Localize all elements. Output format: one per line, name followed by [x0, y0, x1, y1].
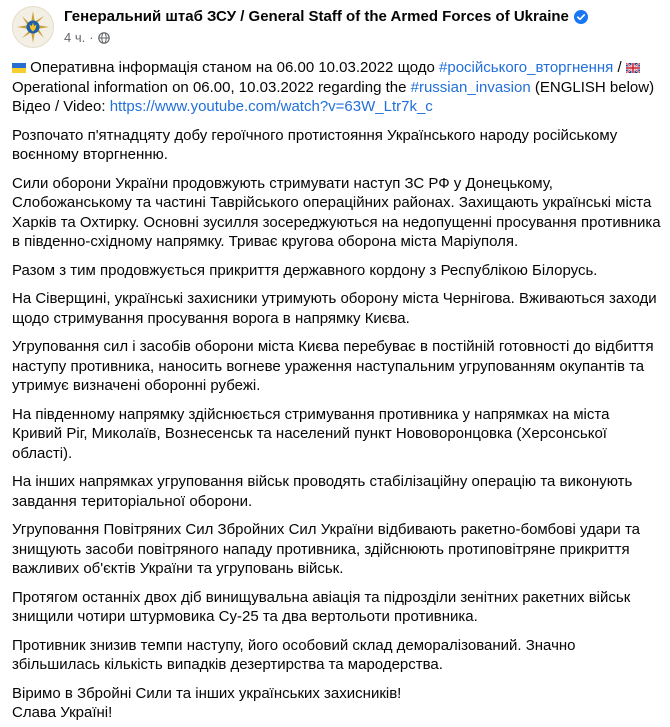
intro-text-1: Оперативна інформація станом на 06.00 10.03.2022 щодо [30, 59, 440, 76]
meta-separator: · [89, 30, 94, 45]
paragraph: Разом з тим продовжується прикриття державного кордону з Республікою Білорусь. [12, 261, 598, 279]
intro-text-3: (ENGLISH below) [530, 78, 655, 96]
paragraph: На південному напрямку здійснюється стримування противника у напрямках на міста Кривий Ріг, Миколаїв, Вознесенськ та населений пункт Нововоронцовка (Херсонської області). [12, 405, 610, 462]
paragraph: На інших напрямках угруповання військ проводять стабілізаційну операцію та виконують завдання територіальної оборони. [12, 473, 633, 510]
video-label: Відео / Video: [12, 98, 110, 115]
paragraph: Противник знизив темпи наступу, його особовий склад деморалізований. Значно збільшилась кількість випадків дезертирства та мародерства. [12, 636, 576, 673]
paragraph: Сили оборони України продовжують стримувати наступ ЗС РФ у Донецькому, Слобожанському та частині Таврійського операційних районах. Захищають українські міста Харків та Охтирку. Основні зусилля зосереджуються на недопущенні просування противника в південно-східному напрямку. Триває кругова оборона міста Маріуполя. [12, 174, 661, 250]
intro-separator: / [613, 59, 626, 76]
paragraph: Угруповання Повітряних Сил Збройних Сил України відбивають ракетно-бомбові удари та знищують засоби повітряного нападу противника, здійснюють протиповітряне прикриття важливих об'єктів України та угруповань військ. [12, 521, 640, 577]
closing-line: Слава Україні! [12, 704, 113, 721]
page-avatar[interactable] [12, 6, 54, 48]
paragraph: Протягом останніх двох діб винищувальна авіація та підрозділи зенітних ракетних військ знищили чотири штурмовика Су-25 та два вертольоти противника. [12, 588, 631, 625]
closing-line: Віримо в Збройні Сили та інших українських захисників! [12, 684, 402, 702]
post-meta [64, 30, 110, 45]
paragraph: Угруповання сил і засобів оборони міста Києва перебуває в постійній готовності до відбиття наступу противника, наносить вогневе ураження наступальним угрупованням окупантів та утримує визначені оборонні рубежі. [12, 338, 654, 394]
ukraine-flag-icon [12, 63, 26, 73]
post-body [12, 58, 662, 723]
uk-flag-icon [626, 63, 640, 73]
hashtag-russian-invasion-en[interactable]: #russian_invasion [410, 78, 531, 96]
paragraph: Розпочато п'ятнадцяту добу героїчного протистояння Українського народу російському воєнному вторгненню. [12, 126, 618, 163]
post-header [12, 0, 670, 54]
page-name-link[interactable] [64, 8, 588, 25]
armed-forces-emblem-icon [13, 7, 53, 47]
closing-block [12, 684, 662, 723]
globe-icon[interactable] [98, 32, 110, 44]
verified-badge-icon [574, 10, 588, 24]
video-link[interactable]: https://www.youtube.com/watch?v=63W_Ltr7k_c [109, 98, 433, 115]
paragraph: На Сіверщині, українські захисники утримують оборону міста Чернігова. Вживаються заходи щодо стримування просування ворога в напрямку Києва. [12, 290, 657, 327]
hashtag-russian-invasion-ua[interactable]: #російського_вторгнення [439, 59, 614, 76]
intro-text-2: Operational information on 06.00, 10.03.2022 regarding the [12, 78, 411, 96]
post-timestamp[interactable]: 4 ч. [64, 30, 86, 45]
post-intro [12, 58, 662, 117]
page-name[interactable]: Генеральний штаб ЗСУ / General Staff of the Armed Forces of Ukraine [64, 8, 569, 25]
